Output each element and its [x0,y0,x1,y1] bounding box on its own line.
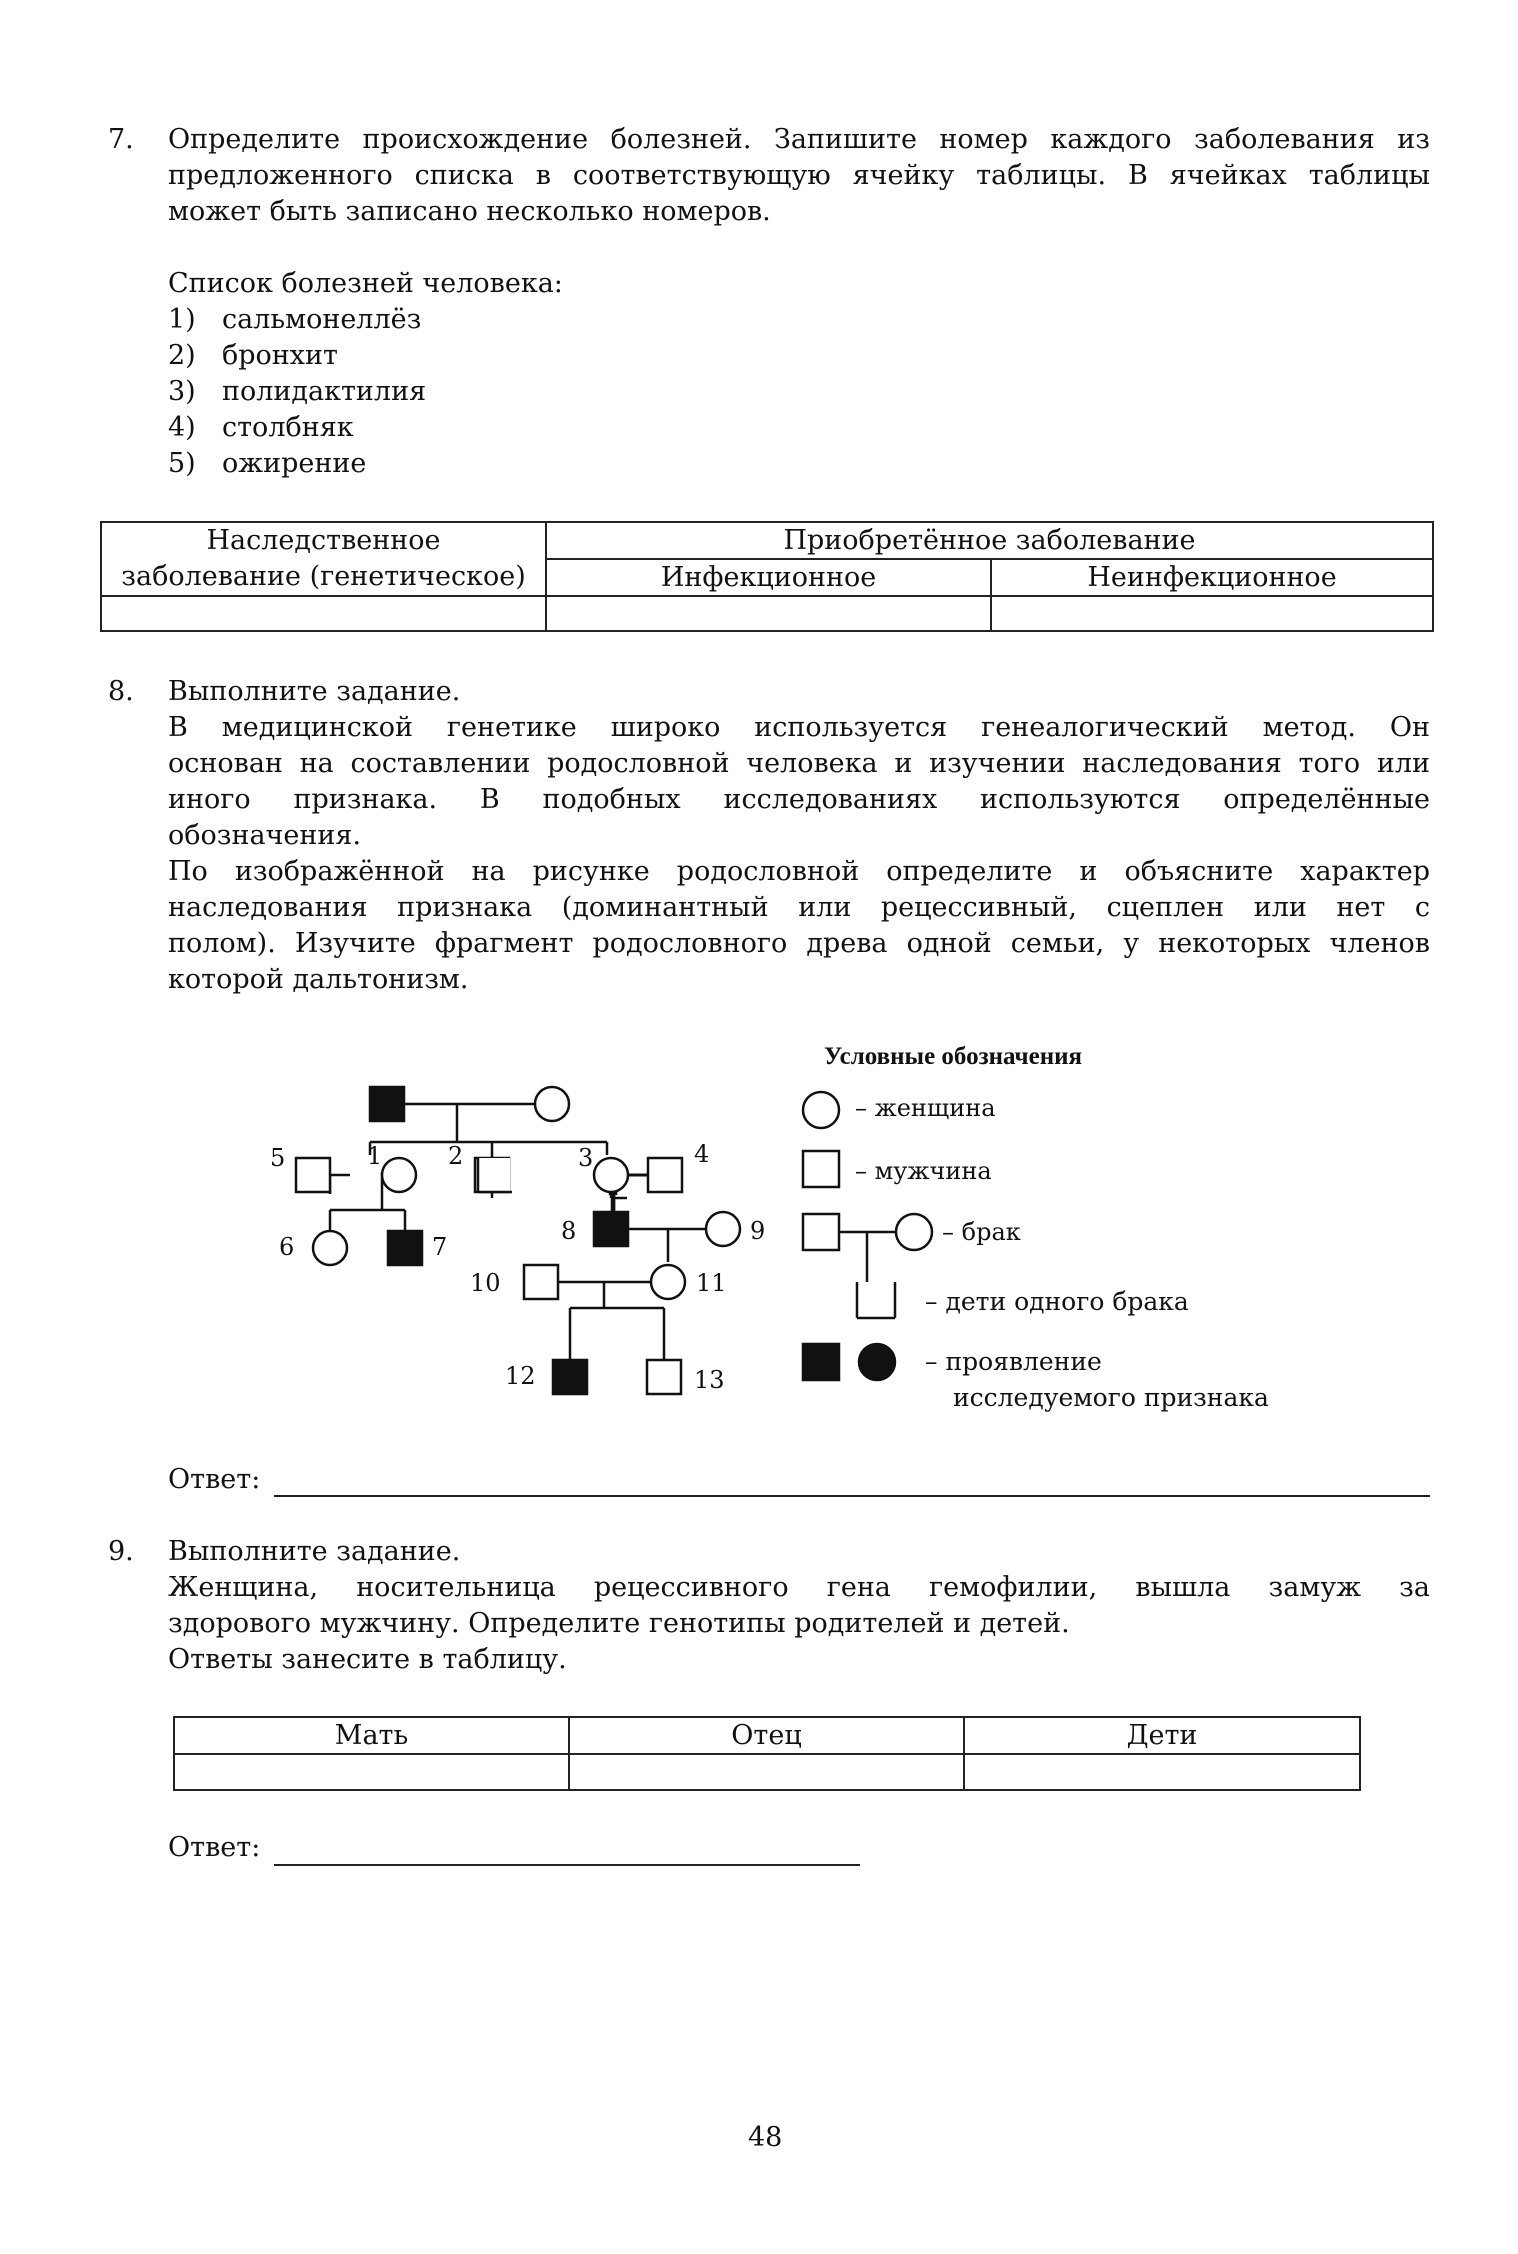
list-item-number: 1) [168,304,196,335]
header-mother: Мать [174,1717,569,1754]
task8-line-3: иного признака. В подобных исследованиях используются определённые [168,784,1430,815]
task8-heading: Выполните задание. [168,676,461,707]
list-item-number: 4) [168,412,196,443]
task8-answer-label: Ответ: [168,1464,261,1495]
header-noninfectious: Неинфекционное [991,559,1433,596]
task9-number: 9. [108,1536,134,1567]
pedigree-label-12: 12 [505,1362,536,1390]
legend-marriage-female [896,1214,932,1250]
answer-cell-father[interactable] [569,1754,964,1790]
header-hereditary-line1: Наследственное [206,525,441,556]
task9-answer-line[interactable] [274,1864,860,1866]
legend-affected-male [803,1344,839,1380]
legend-title: Условные обозначения [824,1043,1083,1070]
task8-line-7: полом). Изучите фрагмент родословного древа одной семьи, у некоторых членов [168,928,1430,959]
task8-line-1: В медицинской генетике широко используется генеалогический метод. Он [168,712,1430,743]
pedigree-label-8: 8 [561,1217,577,1245]
legend-male-symbol [803,1151,839,1187]
list-item: ожирение [222,448,367,479]
pedigree-label-9: 9 [750,1217,766,1245]
legend-trait-label-2: исследуемого признака [953,1383,1269,1412]
list-item-number: 2) [168,340,196,371]
task8-answer-line[interactable] [274,1495,1430,1497]
task8-line-4: обозначения. [168,820,362,851]
list-item: полидактилия [222,376,427,407]
list-item: сальмонеллёз [222,304,422,335]
task8-line-8: которой дальтонизм. [168,964,469,995]
task7-line-1: Определите происхождение болезней. Запишите номер каждого заболевания из [168,124,1430,155]
legend-children-label: – дети одного брака [925,1287,1189,1316]
genotype-table [173,1716,1361,1791]
task8-number: 8. [108,676,134,707]
header-hereditary-line2: заболевание (генетическое) [121,561,526,592]
legend-affected-female [859,1344,895,1380]
pedigree-label-3: 3 [578,1144,594,1172]
legend-female-label: – женщина [855,1094,996,1122]
task9-answer-label: Ответ: [168,1832,261,1863]
pedigree-label-7: 7 [432,1233,448,1261]
task8-line-5: По изображённой на рисунке родословной определите и объясните характер [168,856,1430,887]
legend-male-label: – мужчина [855,1157,992,1185]
task7-number: 7. [108,124,134,155]
task7-line-3: может быть записано несколько номеров. [168,196,771,227]
task9-line-1: Женщина, носительница рецессивного гена гемофилии, вышла замуж за [168,1572,1430,1603]
pedigree-label-1: 1 [367,1142,383,1170]
legend-trait-label-1: – проявление [925,1347,1102,1376]
task9-line-2: здорового мужчину. Определите генотипы родителей и детей. [168,1608,1070,1639]
header-father: Отец [569,1717,964,1754]
answer-cell-children[interactable] [964,1754,1360,1790]
disease-list-title: Список болезней человека: [168,268,563,299]
task7-line-2: предложенного списка в соответствующую ячейку таблицы. В ячейках таблицы [168,160,1430,191]
pedigree-label-11: 11 [696,1269,727,1297]
pedigree-label-10: 10 [470,1269,501,1297]
task9-heading: Выполните задание. [168,1536,461,1567]
pedigree-label-13: 13 [694,1366,725,1394]
pedigree-label-4: 4 [694,1140,710,1168]
task8-line-2: основан на составлении родословной человека и изучении наследования того или [168,748,1430,779]
legend-marriage-male [803,1214,839,1250]
pedigree-label-2: 2 [448,1142,464,1170]
task8-line-6: наследования признака (доминантный или рецессивный, сцеплен или нет с [168,892,1430,923]
list-item-number: 3) [168,376,196,407]
list-item: столбняк [222,412,354,443]
list-item-number: 5) [168,448,196,479]
task9-line-3: Ответы занесите в таблицу. [168,1644,567,1675]
header-children: Дети [964,1717,1360,1754]
header-acquired: Приобретённое заболевание [546,522,1433,559]
header-infectious: Инфекционное [546,559,991,596]
pedigree-label-5: 5 [270,1144,286,1172]
list-item: бронхит [222,340,338,371]
legend-marriage-label: – брак [942,1218,1021,1246]
legend-female-symbol [803,1092,839,1128]
page-number: 48 [748,2122,783,2153]
answer-cell-mother[interactable] [174,1754,569,1790]
pedigree-label-6: 6 [279,1233,295,1261]
